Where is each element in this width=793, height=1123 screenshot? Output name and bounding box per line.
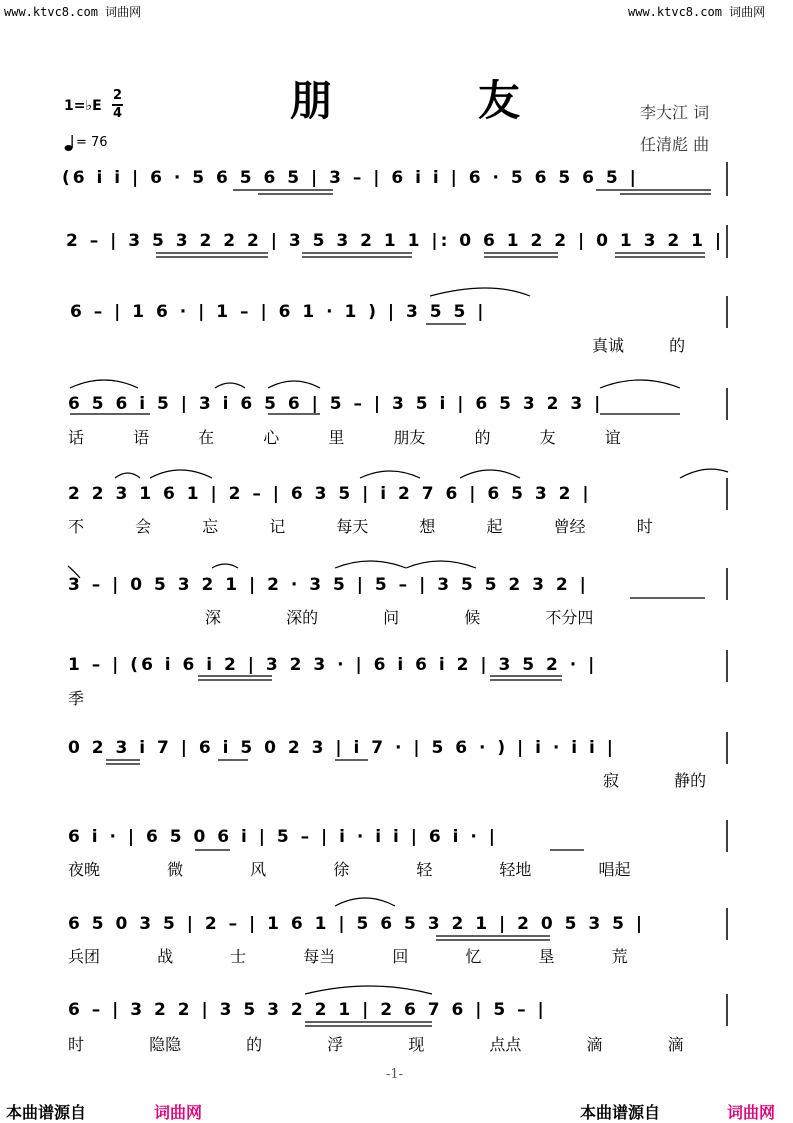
lyric-row-11: 时 隐隐 的 浮 现 点点 滴 滴 [68,1035,684,1054]
lyric-row-3: 真诚 的 [592,336,686,355]
notation-row-1: (6 i i | 6 · 5 6 5 6 5 | 3 – | 6 i i | 6 · 5 6 5 6 5 | [62,168,639,188]
time-signature-bottom: 4 [113,106,123,121]
notation-row-11: 6 – | 3 2 2 | 3 5 3 2 2 1 | 2 6 7 6 | 5 – | [68,1000,547,1020]
footer-brand-link-right[interactable]: 词曲网 [727,1103,776,1122]
notation-row-6: 3 – | 0 5 3 2 1 | 2 · 3 5 | 5 – | 3 5 5 2 3 2 | [68,575,589,595]
notation-row-4: 6 5 6 i 5 | 3 i 6 5 6 | 5 – | 3 5 i | 6 5 3 2 3 | [68,394,604,414]
notation-row-10: 6 5 0 3 5 | 2 – | 1 6 1 | 5 6 5 3 2 1 | 2 0 5 3 5 | [68,914,646,934]
lyric-row-9: 夜晚 微 风 徐 轻 轻地 唱起 [68,860,631,879]
lyric-row-10: 兵团 战 士 每当 回 忆 垦 荒 [68,947,628,966]
notation-row-3: 6 – | 1 6 · | 1 – | 6 1 · 1 ) | 3 5 5 | [70,302,487,322]
notation-row-9: 6 i · | 6 5 0 6 i | 5 – | i · i i | 6 i · | [68,827,498,847]
site-watermark-left: www.ktvc8.com 词曲网 [4,5,142,19]
title-char-1: 朋 [290,76,333,125]
footer-source-label-right: 本曲谱源自 [580,1103,661,1122]
notation-row-8: 0 2 3 i 7 | 6 i 5 0 2 3 | i 7 · | 5 6 · ) | i · i i | [68,738,616,758]
page-number: -1- [386,1067,404,1082]
lyric-row-4: 话 语 在 心 里 朋友 的 友 谊 [68,428,621,447]
composer-credit: 任清彪 曲 [640,135,710,154]
lyric-row-6: 深 深的 问 候 不分四 [205,608,594,627]
tempo-marking: = 76 [76,135,108,150]
notation-row-2: 2 – | 3 5 3 2 2 2 | 3 5 3 2 1 1 |: 0 6 1 2 2 | 0 1 3 2 1 | [66,231,725,251]
notation-row-7: 1 – | (6 i 6 i 2 | 3 2 3 · | 6 i 6 i 2 | 3 5 2 · | [68,655,598,675]
lyricist-credit: 李大江 词 [640,103,710,122]
lyric-row-5: 不 会 忘 记 每天 想 起 曾经 时 [68,517,653,536]
time-signature-top: 2 [113,88,123,103]
key-signature: 1=♭E [64,98,102,114]
notation-row-5: 2 2 3 1 6 1 | 2 – | 6 3 5 | i 2 7 6 | 6 5 3 2 | [68,484,592,504]
title-char-2: 友 [478,76,521,125]
lyric-row-8: 寂 静的 [603,771,707,790]
footer-brand-link-left[interactable]: 词曲网 [154,1103,203,1122]
lyric-row-7: 季 [68,689,85,708]
footer-source-label-left: 本曲谱源自 [6,1103,87,1122]
site-watermark-right: www.ktvc8.com 词曲网 [628,5,766,19]
